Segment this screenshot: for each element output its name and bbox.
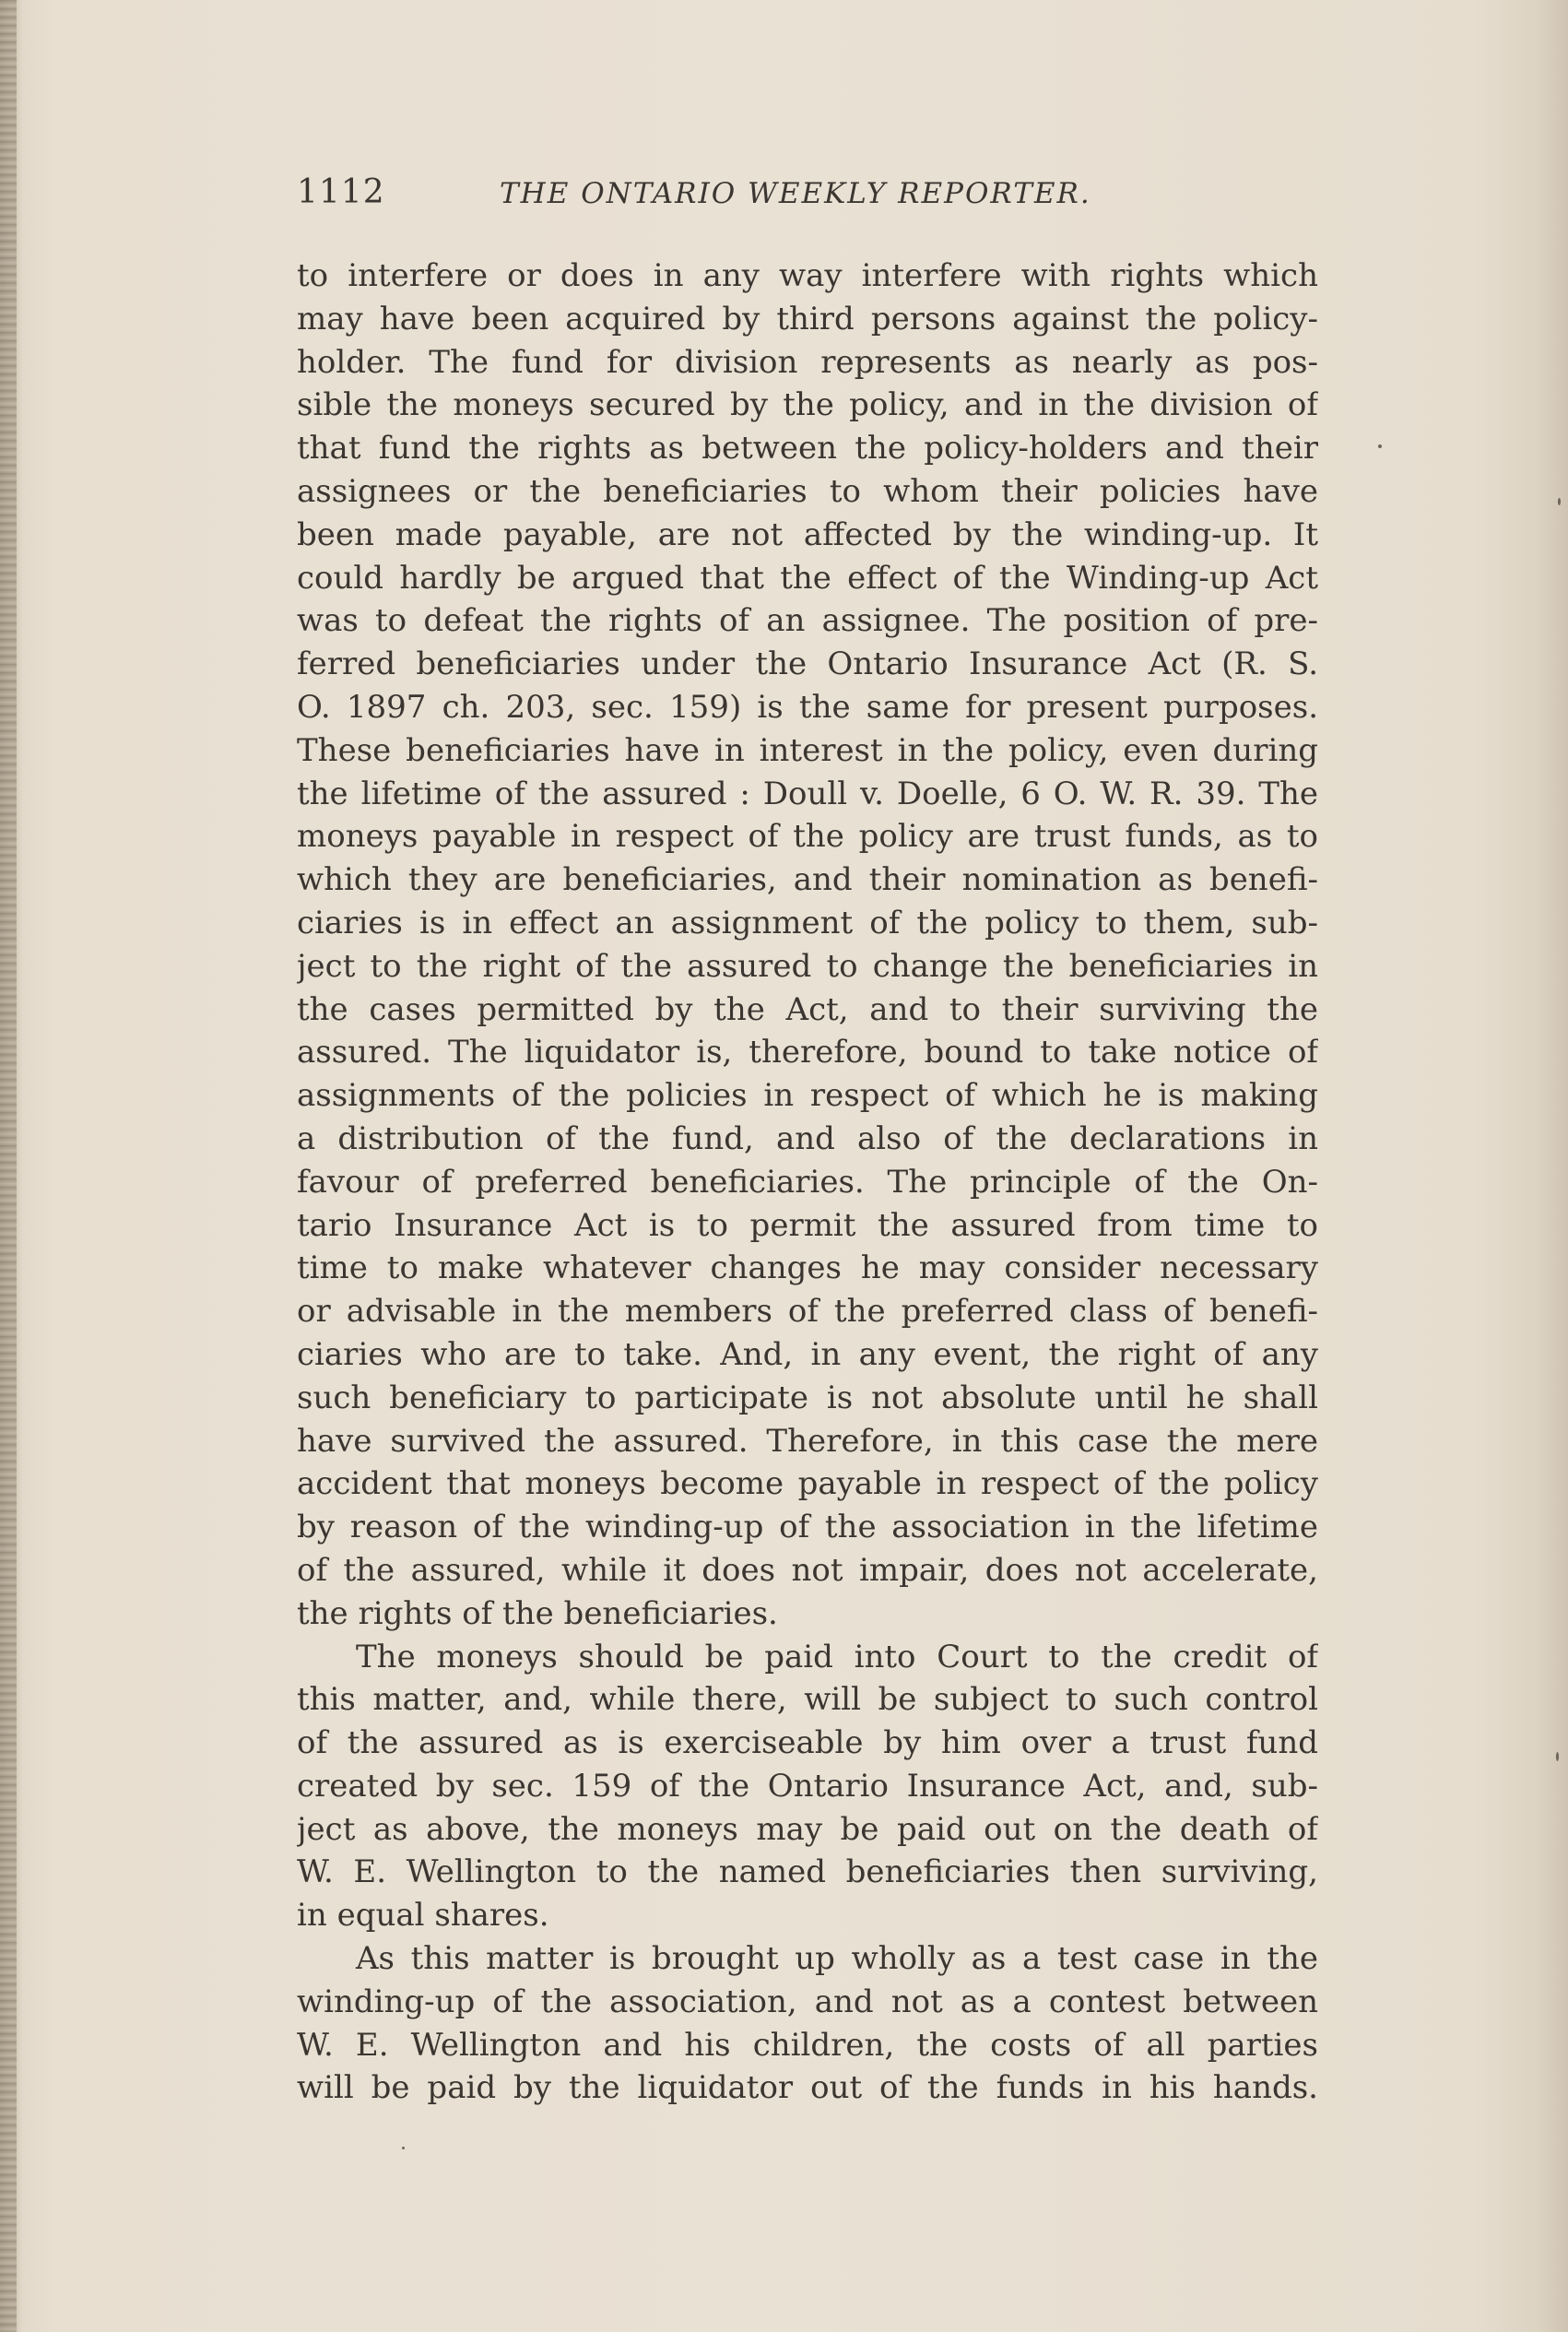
- text-line: tario Insurance Act is to permit the assured from time to: [297, 1206, 1318, 1244]
- text-line: winding-up of the association, and not as a contest between: [297, 1983, 1318, 2020]
- text-line: assignments of the policies in respect of which he is making: [297, 1077, 1318, 1115]
- text-line: been made payable, are not affected by the winding-up. It: [297, 515, 1318, 553]
- text-line: ciaries who are to take. And, in any event, the right of any: [297, 1335, 1318, 1373]
- text-line: W. E. Wellington and his children, the costs of all parties: [297, 2026, 1318, 2064]
- page-number: 1112: [297, 173, 385, 211]
- text-line: moneys payable in respect of the policy are trust funds, as to: [297, 818, 1318, 856]
- text-line: such beneficiary to participate is not absolute until he shall: [297, 1379, 1318, 1416]
- paper-speck: [1378, 444, 1382, 448]
- text-line: by reason of the winding-up of the association in the lifetime: [297, 1509, 1318, 1546]
- text-line: or advisable in the members of the preferred class of benefi-: [297, 1293, 1318, 1331]
- text-line: will be paid by the liquidator out of the funds in his hands.: [297, 2069, 1318, 2107]
- text-line: W. E. Wellington to the named beneficiaries then surviving,: [297, 1853, 1318, 1891]
- text-line: assignees or the beneficiaries to whom their policies have: [297, 472, 1318, 510]
- paper-speck: [1558, 498, 1561, 505]
- text-line: in equal shares.: [297, 1897, 549, 1935]
- text-line: assured. The liquidator is, therefore, bound to take notice of: [297, 1034, 1318, 1071]
- text-line: ject as above, the moneys may be paid out on the death of: [297, 1810, 1318, 1848]
- text-line: holder. The fund for division represents as nearly as pos-: [297, 343, 1318, 381]
- text-line: could hardly be argued that the effect of the Winding-up Act: [297, 559, 1318, 597]
- text-line: this matter, and, while there, will be subject to such control: [297, 1681, 1318, 1719]
- text-line: accident that moneys become payable in respect of the policy: [297, 1465, 1318, 1503]
- text-line: of the assured, while it does not impair, does not accelerate,: [297, 1551, 1318, 1589]
- text-line: time to make whatever changes he may consider necessary: [297, 1249, 1318, 1287]
- body-text: [297, 255, 1318, 2110]
- text-line: ject to the right of the assured to change the beneficiaries in: [297, 947, 1318, 985]
- text-line: the lifetime of the assured : Doull v. Doelle, 6 O. W. R. 39. The: [297, 775, 1318, 812]
- text-line: ciaries is in effect an assignment of the policy to them, sub-: [297, 904, 1318, 941]
- text-line: was to defeat the rights of an assignee. The position of pre-: [297, 602, 1318, 640]
- text-line: to interfere or does in any way interfere with rights which: [297, 257, 1318, 294]
- running-head: [297, 173, 1318, 219]
- text-line: that fund the rights as between the policy-holders and their: [297, 430, 1318, 468]
- text-line: These beneficiaries have in interest in the policy, even during: [297, 731, 1318, 769]
- text-line: O. 1897 ch. 203, sec. 159) is the same for present purposes.: [297, 688, 1318, 726]
- text-line: which they are beneficiaries, and their nomination as benefi-: [297, 861, 1318, 899]
- text-line: the cases permitted by the Act, and to their surviving the: [297, 990, 1318, 1028]
- text-line: the rights of the beneficiaries.: [297, 1594, 778, 1632]
- text-line: As this matter is brought up wholly as a test case in the: [356, 1940, 1318, 1978]
- text-line: created by sec. 159 of the Ontario Insurance Act, and, sub-: [297, 1767, 1318, 1805]
- text-line: have survived the assured. Therefore, in this case the mere: [297, 1422, 1318, 1460]
- text-line: of the assured as is exerciseable by him over a trust fund: [297, 1724, 1318, 1762]
- paper-speck: [1556, 1752, 1559, 1761]
- paper-speck: [402, 2147, 405, 2149]
- text-line: The moneys should be paid into Court to the credit of: [356, 1638, 1318, 1675]
- journal-title: THE ONTARIO WEEKLY REPORTER.: [500, 177, 1091, 210]
- text-line: may have been acquired by third persons against the policy-: [297, 300, 1318, 337]
- binding-edge: [0, 0, 17, 2332]
- text-line: a distribution of the fund, and also of the declarations in: [297, 1119, 1318, 1157]
- text-line: favour of preferred beneficiaries. The principle of the On-: [297, 1163, 1318, 1201]
- text-line: sible the moneys secured by the policy, and in the division of: [297, 386, 1318, 424]
- text-line: ferred beneficiaries under the Ontario Insurance Act (R. S.: [297, 645, 1318, 683]
